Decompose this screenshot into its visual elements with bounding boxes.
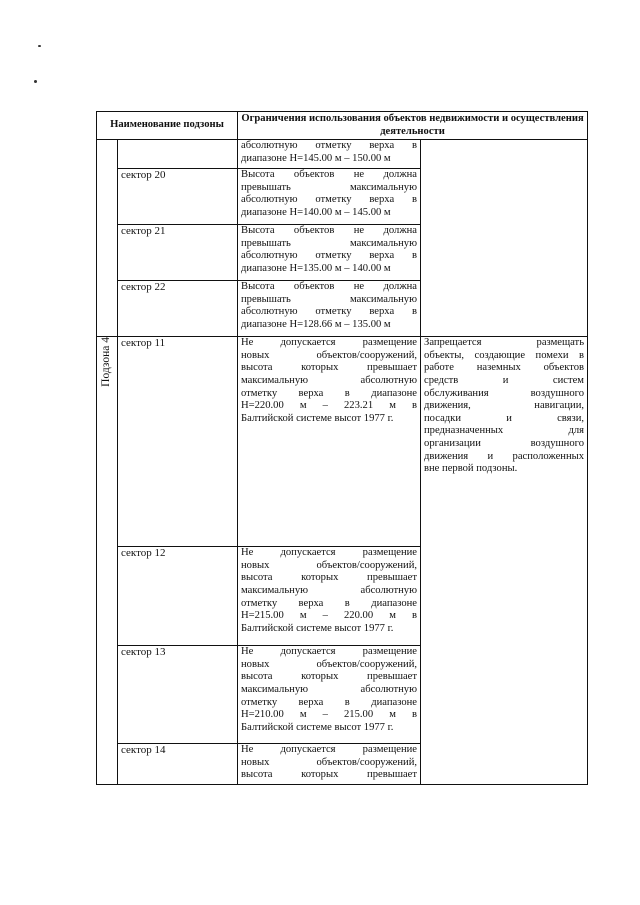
- sector-cell: сектор 21: [118, 225, 238, 281]
- text-line: абсолютную отметку верха в: [241, 306, 418, 318]
- text-line: превышать максимальную: [241, 293, 418, 305]
- text-line: максимальную абсолютную: [241, 374, 418, 386]
- text-line: Высота объектов не должна: [241, 281, 418, 293]
- text-line: Балтийской системе высот 1977 г.: [241, 721, 394, 733]
- text-line: Не допускается размещение: [241, 744, 418, 756]
- text-line: абсолютную отметку верха в: [241, 140, 418, 152]
- note-line: Запрещается размещать: [424, 337, 585, 349]
- text-line: высота которых превышает: [241, 671, 418, 683]
- restriction-text: [238, 744, 421, 785]
- sector-cell: сектор 14: [118, 744, 238, 785]
- note-line: предназначенных для: [424, 425, 585, 437]
- sector-cell: сектор 20: [118, 169, 238, 225]
- scan-speck: [34, 80, 37, 83]
- text-line: новых объектов/сооружений,: [241, 559, 418, 571]
- table-header-row: [97, 112, 588, 140]
- header-restrictions: Ограничения использования объектов недвижимости и осуществления деятельности: [238, 112, 588, 140]
- restriction-text: [238, 646, 421, 744]
- restrictions-table: [96, 111, 588, 785]
- text-line: Не допускается размещение: [241, 337, 418, 349]
- text-line: отметку верха в диапазоне: [241, 387, 418, 399]
- text-line: диапазоне H=145.00 м – 150.00 м: [241, 152, 391, 164]
- text-line: высота которых превышает: [241, 362, 418, 374]
- note-line: вне первой подзоны.: [424, 463, 518, 475]
- sector-cell: сектор 13: [118, 646, 238, 744]
- text-line: H=220.00 м – 223.21 м в: [241, 400, 418, 412]
- zone-cell: [97, 337, 118, 785]
- text-line: Высота объектов не должна: [241, 169, 418, 181]
- table-row: [97, 337, 588, 547]
- restriction-text: [238, 337, 421, 547]
- note-line: посадки и связи,: [424, 412, 585, 424]
- note-line: средств и систем: [424, 374, 585, 386]
- restriction-text: [238, 547, 421, 646]
- zone-label: Подзона 4: [100, 337, 112, 388]
- text-line: H=215.00 м – 220.00 м в: [241, 610, 418, 622]
- restriction-text: [238, 169, 421, 225]
- text-line: Балтийской системе высот 1977 г.: [241, 412, 394, 424]
- restriction-text: [238, 281, 421, 337]
- text-line: новых объектов/сооружений,: [241, 349, 418, 361]
- text-line: диапазоне H=140.00 м – 145.00 м: [241, 206, 391, 218]
- zone-cell-previous: [97, 140, 118, 337]
- sector-cell: сектор 11: [118, 337, 238, 547]
- header-subzone-name: Наименование подзоны: [97, 112, 238, 140]
- text-line: диапазоне H=135.00 м – 140.00 м: [241, 262, 391, 274]
- text-line: абсолютную отметку верха в: [241, 194, 418, 206]
- text-line: превышать максимальную: [241, 181, 418, 193]
- text-line: Не допускается размещение: [241, 646, 418, 658]
- sector-cell: сектор 12: [118, 547, 238, 646]
- text-line: Балтийской системе высот 1977 г.: [241, 622, 394, 634]
- text-line: максимальную абсолютную: [241, 584, 418, 596]
- text-line: H=210.00 м – 215.00 м в: [241, 709, 418, 721]
- sector-cell: [118, 140, 238, 169]
- text-line: максимальную абсолютную: [241, 683, 418, 695]
- text-line: Не допускается размещение: [241, 547, 418, 559]
- restriction-text: [238, 140, 421, 169]
- text-line: новых объектов/сооружений,: [241, 658, 418, 670]
- note-line: движения и расположенных: [424, 450, 585, 462]
- text-line: отметку верха в диапазоне: [241, 597, 418, 609]
- table-row: [97, 140, 588, 169]
- text-line: превышать максимальную: [241, 237, 418, 249]
- text-line: диапазоне H=128.66 м – 135.00 м: [241, 318, 391, 330]
- note-line: организации воздушного: [424, 437, 585, 449]
- note-line: обслуживания воздушного: [424, 387, 585, 399]
- text-line: отметку верха в диапазоне: [241, 696, 418, 708]
- note-line: объекты, создающие помехи в: [424, 349, 585, 361]
- text-line: Высота объектов не должна: [241, 225, 418, 237]
- scan-speck: [38, 45, 41, 47]
- text-line: новых объектов/сооружений,: [241, 756, 418, 768]
- text-line: высота которых превышает: [241, 572, 418, 584]
- zone-note-previous: [421, 140, 588, 337]
- sector-cell: сектор 22: [118, 281, 238, 337]
- restriction-text: [238, 225, 421, 281]
- zone-note: [421, 337, 588, 785]
- note-line: движения, навигации,: [424, 400, 585, 412]
- text-line: высота которых превышает: [241, 769, 418, 781]
- text-line: абсолютную отметку верха в: [241, 250, 418, 262]
- note-line: работе наземных объектов: [424, 362, 585, 374]
